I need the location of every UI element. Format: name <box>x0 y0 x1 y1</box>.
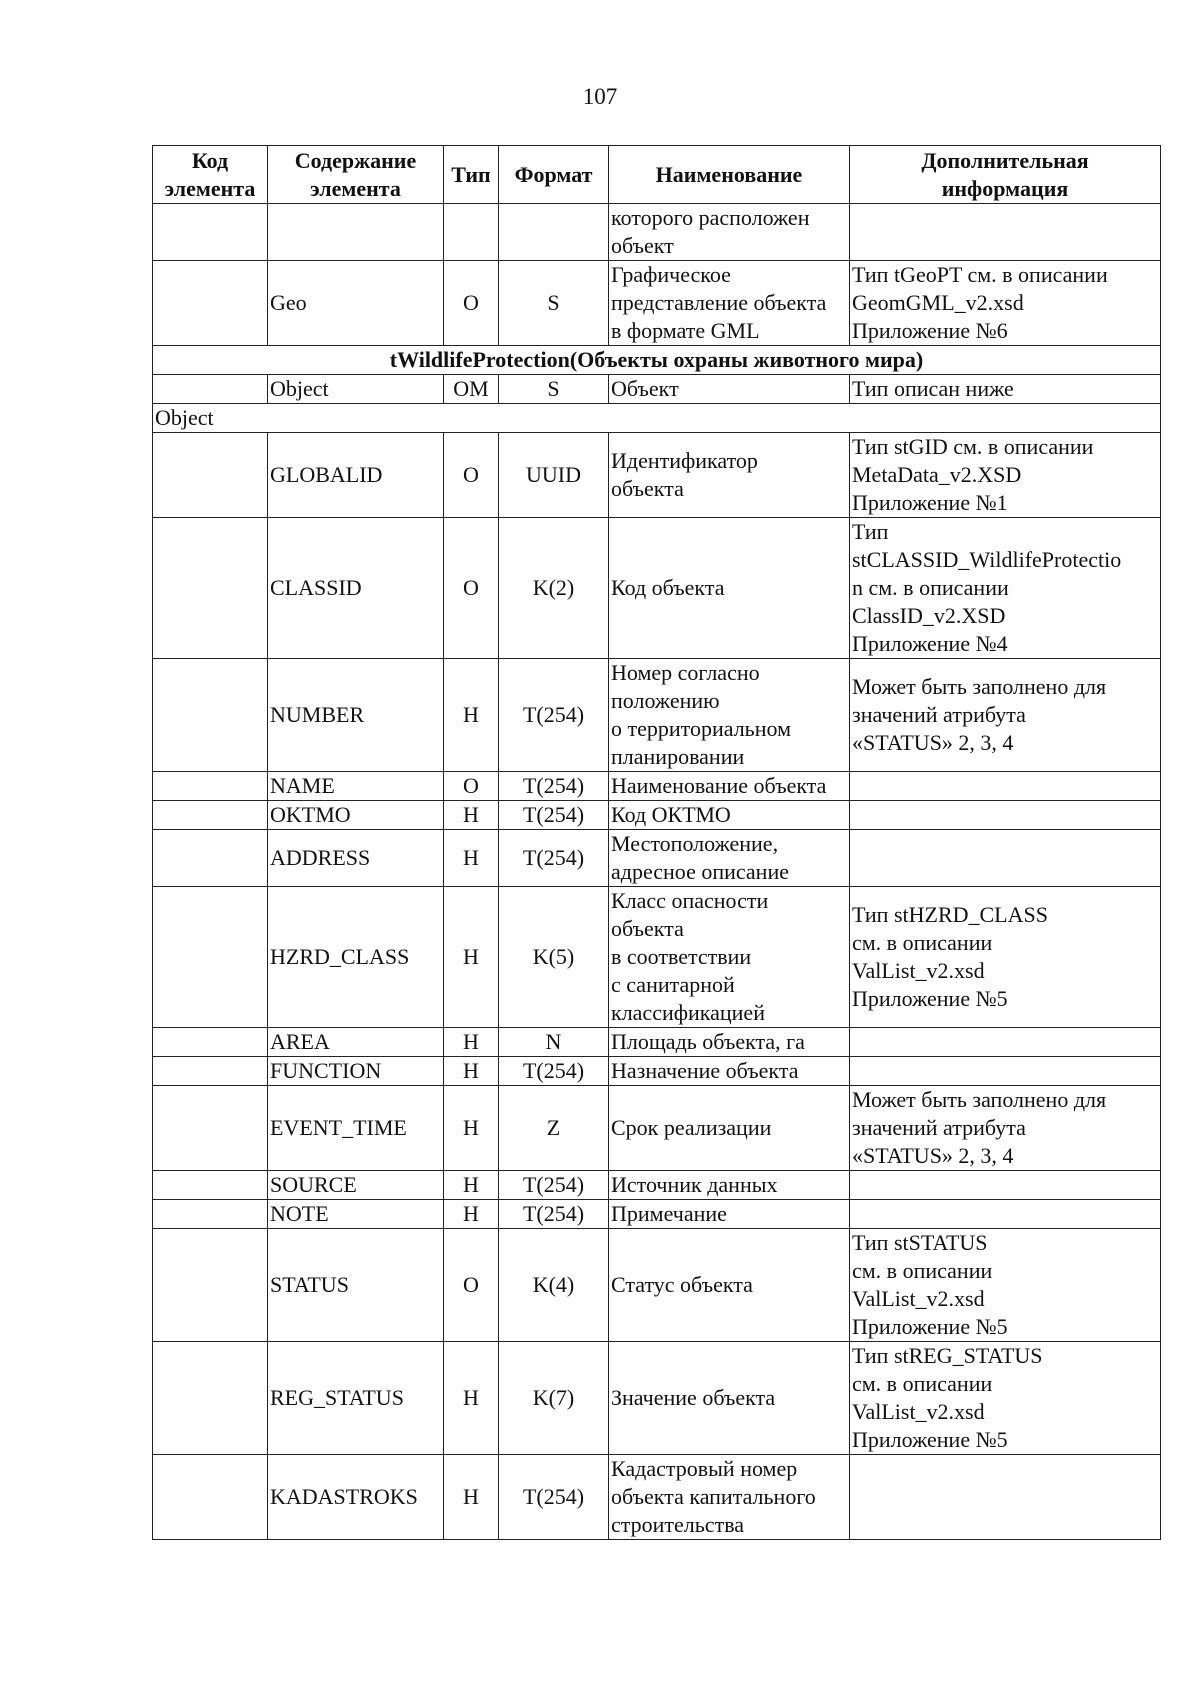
cell-format: T(254) <box>499 1200 609 1229</box>
table-row <box>153 1229 1161 1342</box>
cell-format: T(254) <box>499 659 609 772</box>
cell-code <box>153 1200 268 1229</box>
cell-content: Object <box>268 375 444 404</box>
cell-type: Н <box>444 1200 499 1229</box>
cell-format: K(4) <box>499 1229 609 1342</box>
cell-format: T(254) <box>499 1455 609 1540</box>
table-header <box>153 146 1161 204</box>
cell-format: UUID <box>499 433 609 518</box>
cell-type: Н <box>444 830 499 887</box>
cell-type: Н <box>444 1342 499 1455</box>
section-title: tWildlifeProtection(Объекты охраны животного мира) <box>153 346 1161 375</box>
cell-type: Н <box>444 1086 499 1171</box>
cell-content: Geo <box>268 261 444 346</box>
cell-code <box>153 1086 268 1171</box>
cell-content: SOURCE <box>268 1171 444 1200</box>
cell-content <box>268 204 444 261</box>
object-row <box>153 375 1161 404</box>
cell-format: Z <box>499 1086 609 1171</box>
cell-code <box>153 1171 268 1200</box>
cell-content: NUMBER <box>268 659 444 772</box>
cell-type: Н <box>444 1171 499 1200</box>
cell-name: Наименование объекта <box>609 772 850 801</box>
cell-content: OKTMO <box>268 801 444 830</box>
cell-code <box>153 659 268 772</box>
cell-content: NAME <box>268 772 444 801</box>
cell-code <box>153 375 268 404</box>
cell-format: N <box>499 1028 609 1057</box>
table-row <box>153 204 1161 261</box>
cell-content: NOTE <box>268 1200 444 1229</box>
cell-format: T(254) <box>499 801 609 830</box>
cell-code <box>153 518 268 659</box>
cell-code <box>153 204 268 261</box>
cell-format: K(2) <box>499 518 609 659</box>
table-row <box>153 659 1161 772</box>
cell-info <box>850 1455 1161 1540</box>
cell-code <box>153 1455 268 1540</box>
cell-info: Тип stREG_STATUS см. в описании ValList_v2.xsd Приложение №5 <box>850 1342 1161 1455</box>
cell-name: Код ОКТМО <box>609 801 850 830</box>
cell-name: Срок реализации <box>609 1086 850 1171</box>
cell-format: S <box>499 261 609 346</box>
cell-format: T(254) <box>499 1171 609 1200</box>
cell-code <box>153 830 268 887</box>
cell-name: Источник данных <box>609 1171 850 1200</box>
cell-type: Н <box>444 801 499 830</box>
cell-info: Может быть заполнено для значений атрибута «STATUS» 2, 3, 4 <box>850 659 1161 772</box>
col-header-name: Наименование <box>609 146 850 204</box>
cell-type: Н <box>444 1057 499 1086</box>
cell-name: Местоположение, адресное описание <box>609 830 850 887</box>
cell-info <box>850 830 1161 887</box>
cell-name: Идентификатор объекта <box>609 433 850 518</box>
element-spec-table <box>152 145 1161 1540</box>
table-row <box>153 1057 1161 1086</box>
cell-code <box>153 433 268 518</box>
col-header-code: Код элемента <box>153 146 268 204</box>
table-row <box>153 1028 1161 1057</box>
cell-content: STATUS <box>268 1229 444 1342</box>
cell-content: AREA <box>268 1028 444 1057</box>
cell-info <box>850 204 1161 261</box>
table-row <box>153 261 1161 346</box>
cell-name: Назначение объекта <box>609 1057 850 1086</box>
col-header-format: Формат <box>499 146 609 204</box>
cell-info: Тип stCLASSID_WildlifeProtectio n см. в описании ClassID_v2.XSD Приложение №4 <box>850 518 1161 659</box>
cell-format: K(5) <box>499 887 609 1028</box>
cell-content: GLOBALID <box>268 433 444 518</box>
cell-format: K(7) <box>499 1342 609 1455</box>
table-row <box>153 1455 1161 1540</box>
cell-type: Н <box>444 887 499 1028</box>
cell-type: О <box>444 433 499 518</box>
cell-info: Тип stGID см. в описании MetaData_v2.XSD Приложение №1 <box>850 433 1161 518</box>
cell-content: FUNCTION <box>268 1057 444 1086</box>
cell-code <box>153 801 268 830</box>
cell-code <box>153 1342 268 1455</box>
table-row <box>153 772 1161 801</box>
table-row <box>153 887 1161 1028</box>
table-row <box>153 801 1161 830</box>
cell-info <box>850 1200 1161 1229</box>
cell-content: CLASSID <box>268 518 444 659</box>
table-row <box>153 1342 1161 1455</box>
cell-name: Объект <box>609 375 850 404</box>
table-section <box>153 346 1161 433</box>
cell-info <box>850 772 1161 801</box>
cell-info <box>850 1028 1161 1057</box>
cell-info <box>850 1171 1161 1200</box>
cell-name: Площадь объекта, га <box>609 1028 850 1057</box>
cell-type: О <box>444 772 499 801</box>
cell-code <box>153 1057 268 1086</box>
col-header-type: Тип <box>444 146 499 204</box>
cell-content: KADASTROKS <box>268 1455 444 1540</box>
cell-code <box>153 1229 268 1342</box>
cell-name: Примечание <box>609 1200 850 1229</box>
cell-format: S <box>499 375 609 404</box>
cell-content: REG_STATUS <box>268 1342 444 1455</box>
cell-format <box>499 204 609 261</box>
cell-name: Статус объекта <box>609 1229 850 1342</box>
cell-info: Тип описан ниже <box>850 375 1161 404</box>
cell-type: О <box>444 261 499 346</box>
cell-info: Тип stHZRD_CLASS см. в описании ValList_v2.xsd Приложение №5 <box>850 887 1161 1028</box>
table-row <box>153 518 1161 659</box>
table-row <box>153 830 1161 887</box>
cell-name: Графическое представление объекта в формате GML <box>609 261 850 346</box>
cell-name: Номер согласно положению о территориальном планировании <box>609 659 850 772</box>
cell-content: EVENT_TIME <box>268 1086 444 1171</box>
cell-info: Может быть заполнено для значений атрибута «STATUS» 2, 3, 4 <box>850 1086 1161 1171</box>
cell-name: Код объекта <box>609 518 850 659</box>
cell-name: Значение объекта <box>609 1342 850 1455</box>
cell-name: Класс опасности объекта в соответствии с санитарной классификацией <box>609 887 850 1028</box>
cell-code <box>153 1028 268 1057</box>
cell-info: Тип tGeoPT см. в описании GeomGML_v2.xsd Приложение №6 <box>850 261 1161 346</box>
cell-type: Н <box>444 1028 499 1057</box>
cell-name: Кадастровый номер объекта капитального строительства <box>609 1455 850 1540</box>
table-top-rows <box>153 204 1161 346</box>
cell-content: ADDRESS <box>268 830 444 887</box>
cell-format: T(254) <box>499 1057 609 1086</box>
cell-type: ОМ <box>444 375 499 404</box>
cell-type: Н <box>444 1455 499 1540</box>
cell-content: HZRD_CLASS <box>268 887 444 1028</box>
cell-info <box>850 801 1161 830</box>
table-row <box>153 1171 1161 1200</box>
table-row <box>153 1200 1161 1229</box>
cell-code <box>153 772 268 801</box>
cell-format: T(254) <box>499 772 609 801</box>
table-object-attributes <box>153 433 1161 1540</box>
cell-name: которого расположен объект <box>609 204 850 261</box>
cell-type: О <box>444 1229 499 1342</box>
col-header-content: Содержание элемента <box>268 146 444 204</box>
cell-format: T(254) <box>499 830 609 887</box>
object-label: Object <box>153 404 1161 433</box>
col-header-info: Дополнительная информация <box>850 146 1161 204</box>
cell-info: Тип stSTATUS см. в описании ValList_v2.xsd Приложение №5 <box>850 1229 1161 1342</box>
cell-info <box>850 1057 1161 1086</box>
page-number: 107 <box>582 84 618 109</box>
cell-type <box>444 204 499 261</box>
cell-code <box>153 887 268 1028</box>
cell-code <box>153 261 268 346</box>
cell-type: О <box>444 518 499 659</box>
table-row <box>153 1086 1161 1171</box>
cell-type: Н <box>444 659 499 772</box>
table-row <box>153 433 1161 518</box>
